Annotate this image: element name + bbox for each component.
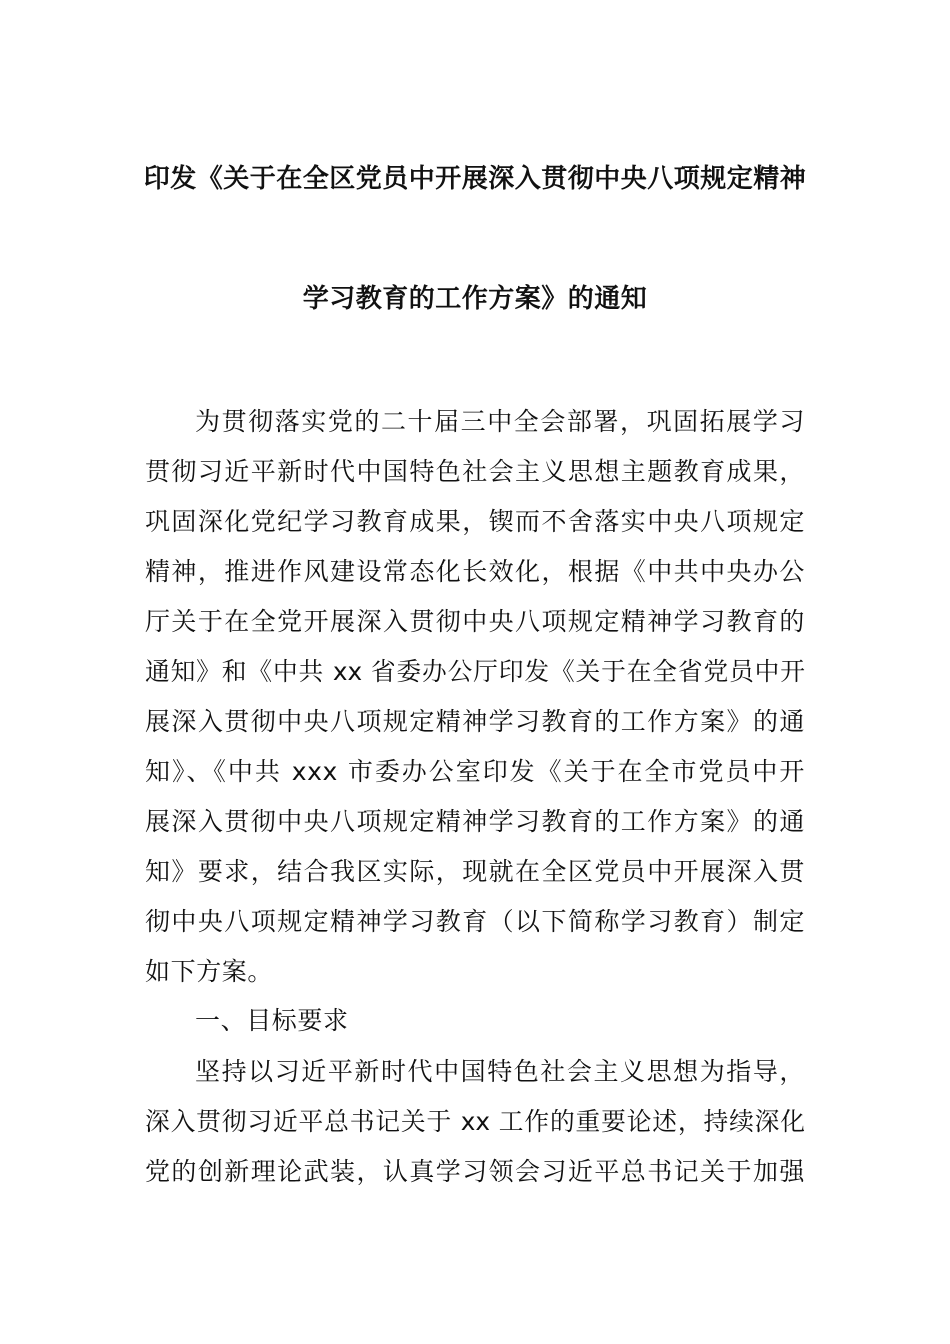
paragraph-line: 知》、《中共 xxx 市委办公室印发《关于在全市党员中开 (145, 757, 805, 786)
paragraph-line: 深入贯彻习近平总书记关于 xx 工作的重要论述，持续深化 (145, 1107, 805, 1136)
paragraph-line: 为贯彻落实党的二十届三中全会部署，巩固拓展学习 (195, 407, 805, 436)
paragraph-line: 彻中央八项规定精神学习教育（以下简称学习教育）制定 (145, 907, 805, 936)
document-title-line-2: 学习教育的工作方案》的通知 (302, 284, 648, 314)
paragraph-line: 展深入贯彻中央八项规定精神学习教育的工作方案》的通 (145, 707, 805, 736)
paragraph-line: 知》要求，结合我区实际，现就在全区党员中开展深入贯 (145, 857, 805, 886)
paragraph-line: 坚持以习近平新时代中国特色社会主义思想为指导， (195, 1057, 805, 1086)
section-heading: 一、目标要求 (195, 1006, 349, 1035)
paragraph-line: 通知》和《中共 xx 省委办公厅印发《关于在全省党员中开 (145, 657, 805, 686)
paragraph-line: 展深入贯彻中央八项规定精神学习教育的工作方案》的通 (145, 807, 805, 836)
paragraph-line: 贯彻习近平新时代中国特色社会主义思想主题教育成果， (145, 457, 805, 486)
paragraph-line: 厅关于在全党开展深入贯彻中央八项规定精神学习教育的 (145, 607, 805, 636)
paragraph-line: 党的创新理论武装，认真学习领会习近平总书记关于加强 (145, 1157, 805, 1186)
paragraph-line: 如下方案。 (145, 957, 274, 986)
paragraph-line: 巩固深化党纪学习教育成果，锲而不舍落实中央八项规定 (145, 507, 805, 536)
paragraph-line: 精神，推进作风建设常态化长效化，根据《中共中央办公 (145, 557, 805, 586)
document-title-line-1: 印发《关于在全区党员中开展深入贯彻中央八项规定精神 (143, 164, 807, 194)
